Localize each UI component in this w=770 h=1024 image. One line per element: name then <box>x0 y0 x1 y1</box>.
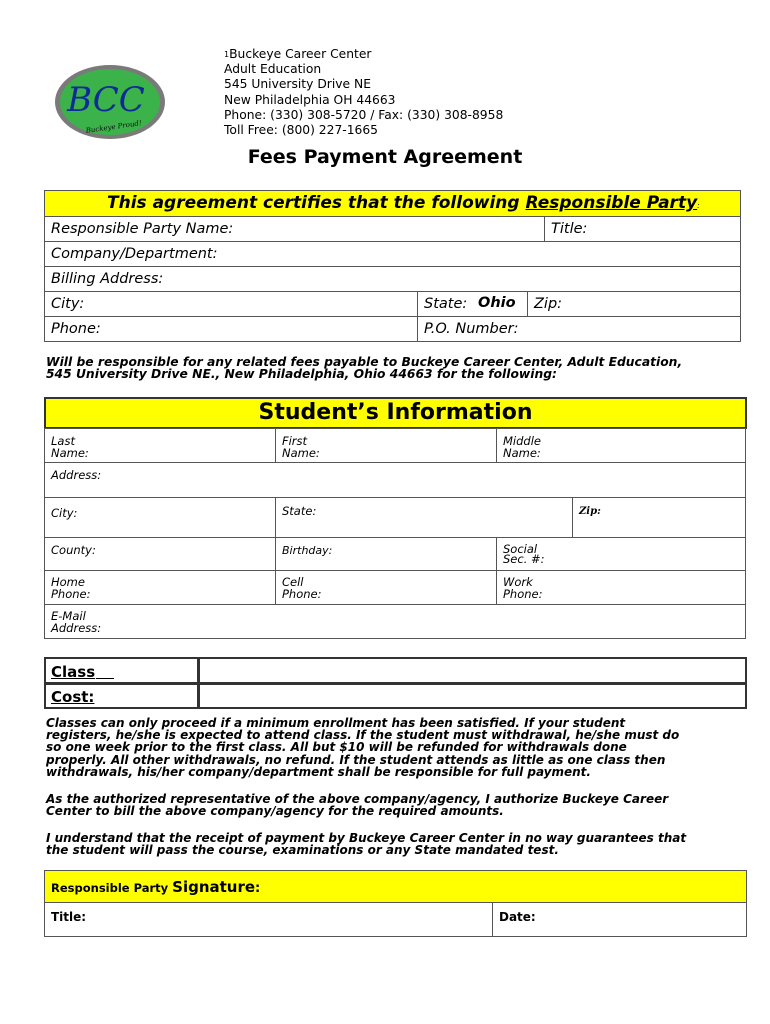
birthday-field[interactable] <box>275 537 497 571</box>
party-phone-label: Phone: <box>51 321 101 337</box>
party-state-field[interactable] <box>417 291 528 317</box>
bcc-logo <box>52 62 168 142</box>
work-phone-field[interactable] <box>496 570 746 605</box>
party-name-field[interactable] <box>44 216 545 242</box>
org-dept: Adult Education <box>224 62 322 77</box>
addr-marker: 1 <box>224 50 230 59</box>
student-address-label: Address: <box>51 468 102 482</box>
signature-title-field[interactable] <box>44 902 493 937</box>
student-city-label: City: <box>51 506 78 520</box>
po-number-field[interactable] <box>417 316 741 342</box>
home-phone-label-1: Home <box>51 575 85 589</box>
last-name-field[interactable] <box>44 428 276 463</box>
student-address-field[interactable] <box>44 462 746 498</box>
po-number-label: P.O. Number: <box>424 321 519 337</box>
terms-paragraph-1 <box>46 717 679 778</box>
terms-p1-line-2: registers, he/she is expected to attend class. If the student must withdrawal, he/she must do <box>46 728 680 743</box>
company-label: Company/Department: <box>51 246 218 262</box>
home-phone-field[interactable] <box>44 570 276 605</box>
student-state-label: State: <box>282 504 317 518</box>
student-city-field[interactable] <box>44 497 276 538</box>
party-title-label: Title: <box>551 221 588 237</box>
terms-p2-line-1: As the authorized representative of the above company/agency, I authorize Buckeye Career <box>46 792 669 806</box>
student-heading: Student’s Information <box>258 400 533 425</box>
terms-p3-line-2: the student will pass the course, examinations or any State mandated test. <box>46 843 559 858</box>
party-title-field[interactable] <box>544 216 741 242</box>
county-label: County: <box>51 543 96 557</box>
student-heading-bar <box>44 397 747 429</box>
first-name-label-1: First <box>282 434 308 448</box>
party-phone-field[interactable] <box>44 316 418 342</box>
org-phone: Phone: (330) 308-5720 / Fax: (330) 308-8958 <box>224 107 504 122</box>
middle-name-label-2: Name: <box>503 446 541 460</box>
work-phone-label-1: Work <box>503 575 533 589</box>
middle-name-field[interactable] <box>496 428 746 463</box>
cell-phone-label-1: Cell <box>282 575 304 589</box>
party-city-field[interactable] <box>44 291 418 317</box>
student-zip-label: Zip: <box>579 506 601 517</box>
email-label-2: Address: <box>51 621 102 635</box>
signature-label-big: Signature <box>172 878 256 896</box>
org-city: New Philadelphia OH 44663 <box>224 92 396 107</box>
signature-field[interactable] <box>44 870 747 903</box>
party-banner-pre: This agreement certifies that the following <box>107 193 526 213</box>
cost-value-field[interactable] <box>198 683 747 709</box>
org-tollfree: Toll Free: (800) 227-1665 <box>224 123 379 138</box>
signature-date-field[interactable] <box>492 902 747 937</box>
terms-p1-line-5: withdrawals, his/her company/department shall be responsible for full payment. <box>46 764 591 779</box>
responsible-line-2: 545 University Drive NE., New Philadelphia, Ohio 44663 for the following: <box>46 367 557 382</box>
cost-label-cell <box>44 683 199 709</box>
party-banner-link: Responsible Party <box>525 193 698 213</box>
county-field[interactable] <box>44 537 276 571</box>
terms-paragraph-3 <box>46 832 686 856</box>
logo-tagline: Buckeye Proud! <box>85 119 143 135</box>
logo-text: BCC <box>67 80 145 120</box>
terms-p1-line-1: Classes can only proceed if a minimum enrollment has been satisfied. If your student <box>46 716 626 730</box>
signature-label-small: Responsible Party <box>51 881 173 895</box>
home-phone-label-2: Phone: <box>51 587 91 601</box>
party-name-label: Responsible Party Name: <box>51 221 234 237</box>
signature-label-colon: : <box>255 881 261 896</box>
party-banner-post: : <box>697 201 700 210</box>
middle-name-label-1: Middle <box>503 434 541 448</box>
last-name-label-1: Last <box>51 434 75 448</box>
cell-phone-field[interactable] <box>275 570 497 605</box>
student-zip-field[interactable] <box>572 497 746 538</box>
cell-phone-label-2: Phone: <box>282 587 322 601</box>
class-value-field[interactable] <box>198 657 747 684</box>
party-zip-label: Zip: <box>534 296 563 312</box>
email-field[interactable] <box>44 604 746 639</box>
responsible-statement <box>46 356 682 380</box>
terms-p3-line-1: I understand that the receipt of payment by Buckeye Career Center in no way guarantees that <box>46 831 687 845</box>
birthday-label: Birthday: <box>282 544 333 557</box>
class-label-cell <box>44 657 199 684</box>
terms-p1-line-4: properly. All other withdrawals, no refund. If the student attends as little as one class then <box>46 752 666 767</box>
responsible-line-1: Will be responsible for any related fees payable to Buckeye Career Center, Adult Education, <box>46 355 683 369</box>
terms-paragraph-2 <box>46 793 668 817</box>
org-address <box>224 47 503 138</box>
terms-p2-line-2: Center to bill the above company/agency for the required amounts. <box>46 804 504 819</box>
party-city-label: City: <box>51 296 85 312</box>
student-state-field[interactable] <box>275 497 573 538</box>
document-title: Fees Payment Agreement <box>247 146 523 168</box>
work-phone-label-2: Phone: <box>503 587 543 601</box>
ssn-label-2: Sec. #: <box>503 552 545 566</box>
ssn-label-1: Social <box>503 542 538 556</box>
billing-label: Billing Address: <box>51 271 164 287</box>
first-name-label-2: Name: <box>282 446 320 460</box>
signature-title-label: Title: <box>51 910 87 924</box>
class-label: Class <box>51 663 96 681</box>
first-name-field[interactable] <box>275 428 497 463</box>
party-banner <box>44 190 741 217</box>
ssn-field[interactable] <box>496 537 746 571</box>
party-state-value: Ohio <box>478 295 516 311</box>
party-zip-field[interactable] <box>527 291 741 317</box>
cost-label: Cost: <box>51 688 95 706</box>
org-name: Buckeye Career Center <box>229 47 372 61</box>
org-street: 545 University Drive NE <box>224 77 371 92</box>
billing-field[interactable] <box>44 266 741 292</box>
company-field[interactable] <box>44 241 741 267</box>
email-label-1: E-Mail <box>51 609 86 623</box>
signature-date-label: Date: <box>499 910 536 924</box>
last-name-label-2: Name: <box>51 446 89 460</box>
terms-p1-line-3: so one week prior to the first class. All but $10 will be refunded for withdrawals done <box>46 740 627 755</box>
party-state-label: State: <box>424 296 468 312</box>
